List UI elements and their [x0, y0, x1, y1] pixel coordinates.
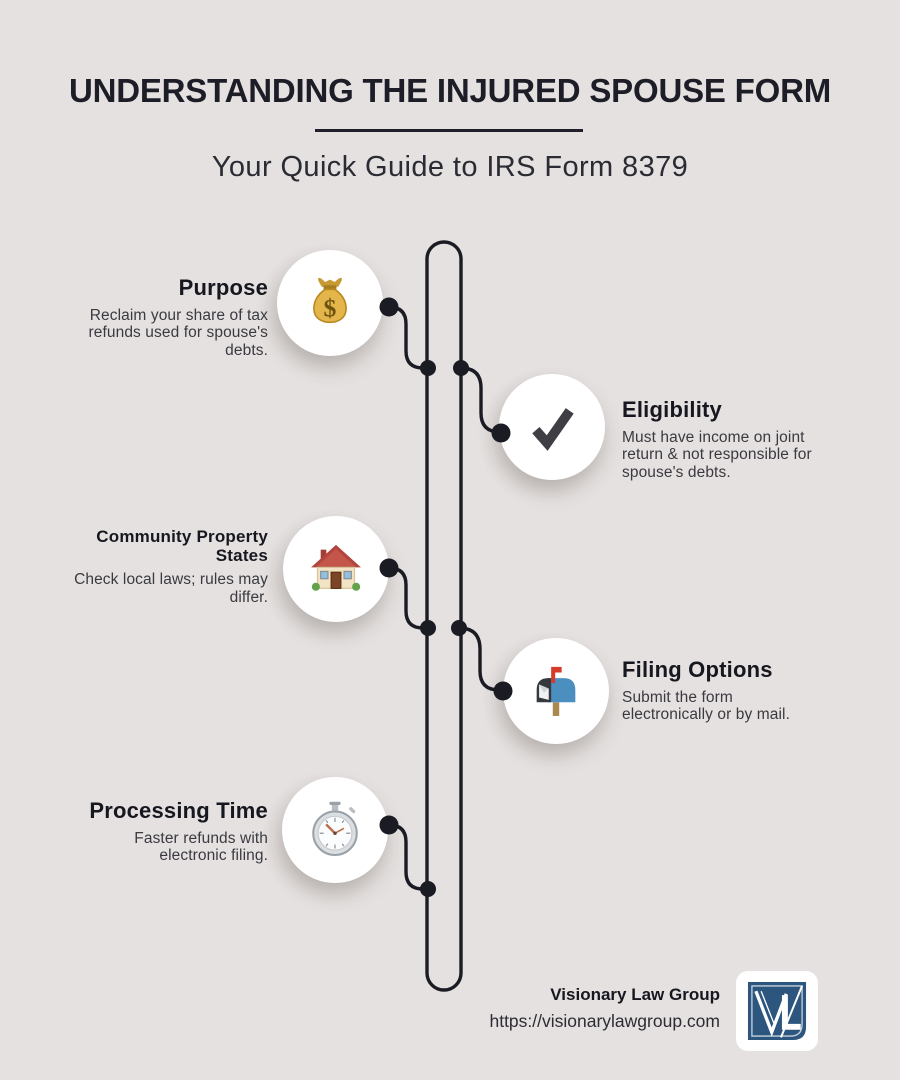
timeline-item-processing-time — [68, 799, 268, 865]
spine-dot-2-left — [420, 620, 436, 636]
spine-dot-3-left — [420, 881, 436, 897]
timeline-item-description: Reclaim your share of tax refunds used for spouse's debts. — [88, 306, 268, 359]
title-divider — [315, 129, 583, 132]
connector-eligibility — [461, 368, 503, 432]
timeline-spine-capsule — [427, 242, 461, 990]
mailbox-icon — [527, 662, 585, 720]
timeline-badge-eligibility — [499, 374, 605, 480]
timeline-badge-filing-options — [503, 638, 609, 744]
timeline-item-title: Filing Options — [622, 657, 773, 682]
connector-processing-time — [389, 825, 428, 889]
check-mark-icon — [523, 398, 581, 456]
spine-dot-1-right — [453, 360, 469, 376]
page-subtitle: Your Quick Guide to IRS Form 8379 — [211, 151, 689, 183]
timeline-badge-community-property — [283, 516, 389, 622]
page-title: UNDERSTANDING THE INJURED SPOUSE FORM — [68, 72, 832, 109]
connector-community-property — [389, 568, 428, 628]
company-name: Visionary Law Group — [550, 985, 720, 1004]
timeline-item-description: Check local laws; rules may differ. — [74, 571, 268, 606]
money-bag-icon — [301, 274, 359, 332]
svg-text:$: $ — [323, 293, 337, 323]
timeline-item-title: Community Property States — [96, 527, 268, 565]
footer — [489, 985, 720, 1032]
spine-dot-2-right — [451, 620, 467, 636]
timeline-badge-purpose — [277, 250, 383, 356]
timeline-item-description: Must have income on joint return & not responsible for spouse's debts. — [622, 428, 812, 481]
timeline-badge-processing-time — [282, 777, 388, 883]
connector-filing-options — [459, 628, 503, 690]
website-url: https://visionarylawgroup.com — [489, 1011, 720, 1031]
timeline-item-description: Faster refunds with electronic filing. — [134, 829, 268, 865]
connector-purpose — [389, 307, 427, 368]
vl-monogram-icon — [743, 978, 811, 1044]
timeline-item-title: Purpose — [178, 275, 268, 300]
timeline-item-filing-options — [622, 658, 827, 724]
timeline-item-description: Submit the form electronically or by mail. — [622, 688, 790, 724]
timeline-item-community-property — [52, 528, 268, 606]
timeline-item-title: Processing Time — [89, 798, 268, 823]
spine-dot-1-left — [420, 360, 436, 376]
timeline-item-purpose — [56, 276, 268, 359]
timeline-item-eligibility — [622, 398, 834, 481]
house-icon — [307, 540, 365, 598]
visionary-law-group-logo — [736, 971, 818, 1051]
stopwatch-icon — [306, 801, 364, 859]
timeline-item-title: Eligibility — [622, 397, 722, 422]
